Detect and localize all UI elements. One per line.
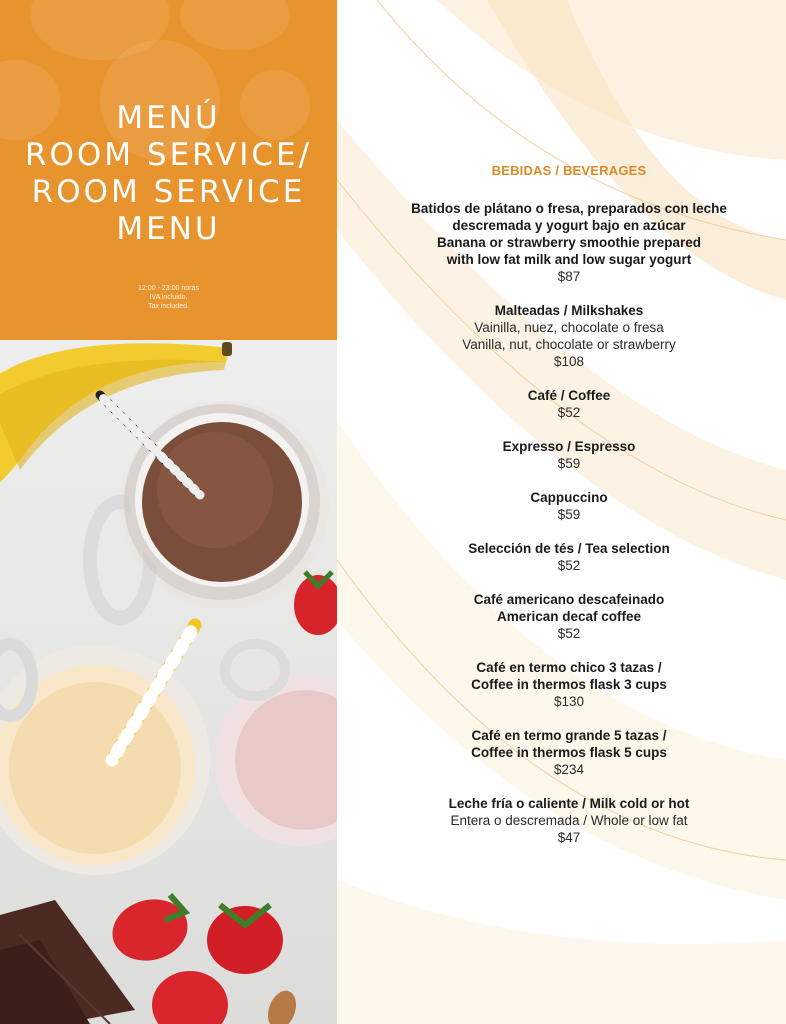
menu-item (357, 438, 781, 472)
menu-column (337, 0, 786, 1024)
item-description: Vainilla, nuez, chocolate o fresa (474, 320, 664, 335)
item-price: $52 (557, 558, 581, 573)
tax-note-en: Tax included. (148, 303, 189, 310)
item-price: $59 (557, 507, 581, 522)
section-title: BEBIDAS / BEVERAGES (491, 163, 647, 178)
item-description: Vanilla, nut, chocolate or strawberry (462, 337, 676, 352)
item-name: Malteadas / Milkshakes (494, 303, 644, 318)
item-name: Coffee in thermos flask 3 cups (471, 677, 667, 692)
item-name: Selección de tés / Tea selection (468, 541, 670, 556)
menu-item (357, 200, 781, 285)
title-line: ROOM SERVICE/ (24, 137, 313, 173)
item-name: Banana or strawberry smoothie prepared (436, 235, 702, 250)
menu-item (357, 302, 781, 370)
left-column (0, 0, 337, 1024)
item-price: $59 (557, 456, 581, 471)
menu-item (357, 540, 781, 574)
item-name: Expresso / Espresso (502, 439, 636, 454)
tax-note-es: IVA incluido. (149, 294, 188, 301)
item-name: American decaf coffee (496, 609, 642, 624)
item-name: Café en termo grande 5 tazas / (471, 728, 667, 743)
title-line: ROOM SERVICE (31, 174, 306, 210)
item-price: $87 (557, 269, 581, 284)
menu-item (357, 659, 781, 710)
menu-item (357, 591, 781, 642)
menu-item (357, 795, 781, 846)
title-line: MENU (116, 211, 221, 247)
item-name: Café / Coffee (527, 388, 611, 403)
item-name: Coffee in thermos flask 5 cups (471, 745, 667, 760)
item-name: Leche fría o caliente / Milk cold or hot (448, 796, 690, 811)
service-notes (0, 284, 337, 311)
item-price: $234 (553, 762, 585, 777)
item-name: descremada y yogurt bajo en azúcar (452, 218, 686, 233)
page-title (0, 100, 337, 248)
item-description: Entera o descremada / Whole or low fat (450, 813, 688, 828)
item-price: $47 (557, 830, 581, 845)
item-price: $52 (557, 405, 581, 420)
beverage-menu (357, 162, 781, 863)
menu-item (357, 489, 781, 523)
item-price: $52 (557, 626, 581, 641)
service-hours: 12:00 - 23:00 horas (138, 285, 199, 292)
item-name: Café en termo chico 3 tazas / (476, 660, 662, 675)
menu-item (357, 727, 781, 778)
smoothies-photo (0, 340, 337, 1024)
item-name: Café americano descafeinado (473, 592, 665, 607)
item-name: Cappuccino (530, 490, 608, 505)
item-name: Batidos de plátano o fresa, preparados con leche (411, 201, 727, 216)
item-price: $108 (553, 354, 585, 369)
item-price: $130 (553, 694, 585, 709)
menu-item (357, 387, 781, 421)
title-line: MENÚ (116, 100, 221, 136)
item-name: with low fat milk and low sugar yogurt (446, 252, 692, 267)
header-banner (0, 0, 337, 340)
